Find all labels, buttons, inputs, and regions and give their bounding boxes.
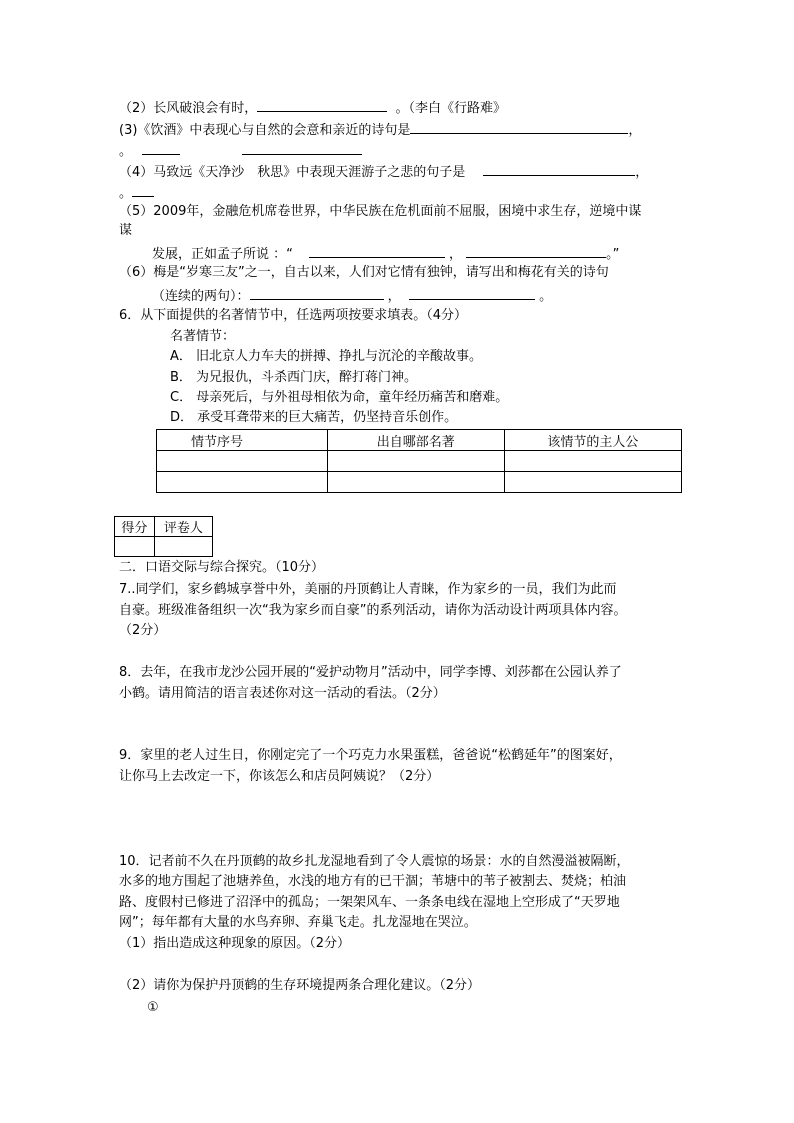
- q8-line2: 小鹤。请用简洁的语言表述你对这一活动的看法。（2分）: [119, 686, 446, 701]
- table-cell[interactable]: [157, 472, 328, 493]
- answer-blank[interactable]: [257, 97, 387, 112]
- q5-item2-text: （2）长风破浪会有时，: [119, 101, 258, 116]
- q5-item5-prompt: 发展，正如孟子所说 ：“: [152, 247, 293, 262]
- table-row: [157, 472, 682, 493]
- answer-blank[interactable]: [132, 182, 154, 197]
- q5-item6-line2: [152, 285, 552, 306]
- q5-item4-text: （4）马致远《天净沙 秋思》中表现天涯游子之悲的句子是: [119, 165, 466, 180]
- q10-sub1: （1）指出造成这种现象的原因。（2分）: [119, 936, 351, 951]
- answer-blank[interactable]: [250, 285, 384, 300]
- q5-item4: [119, 161, 648, 182]
- score-box: [114, 516, 213, 557]
- q10-line3: 路、度假村已修进了沼泽中的孤岛；一架架风车、一条条电线在湿地上空形成了“天罗地: [119, 895, 620, 910]
- period: 。: [119, 186, 133, 201]
- q6-option-c: C． 母亲死后，与外祖母相依为命，童年经历痛苦和磨难。: [170, 390, 509, 405]
- answer-blank[interactable]: [466, 243, 606, 258]
- table-header: 该情节的主人公: [504, 430, 681, 451]
- closing-quote: 。”: [606, 247, 620, 262]
- q6-table: [156, 429, 682, 493]
- section2-title: 二．口语交际与综合探究。（10分）: [119, 560, 325, 575]
- period: 。: [119, 144, 133, 159]
- q6-title: 6．从下面提供的名著情节中，任选两项按要求填表。（4分）: [119, 308, 468, 323]
- answer-blank[interactable]: [309, 243, 445, 258]
- comma: ，: [449, 247, 463, 262]
- q10-line1: 10．记者前不久在丹顶鹤的故乡扎龙湿地看到了令人震惊的场景：水的自然漫溢被隔断，: [119, 854, 630, 869]
- grader-label: 评卷人: [154, 517, 212, 537]
- table-cell[interactable]: [327, 472, 504, 493]
- q6-option-a: A． 旧北京人力车夫的拼搏、挣扎与沉沦的辛酸故事。: [170, 349, 483, 364]
- answer-blank[interactable]: [142, 140, 180, 155]
- q10-sub2: （2）请你为保护丹顶鹤的生存环境提两条合理化建议。（2分）: [119, 978, 481, 993]
- grader-cell[interactable]: [154, 537, 212, 557]
- comma: ，: [387, 289, 401, 304]
- answer-blank[interactable]: [242, 140, 362, 155]
- table-cell[interactable]: [327, 451, 504, 472]
- table-header-row: [157, 430, 682, 451]
- q5-item4-line2: [119, 182, 154, 203]
- q5-item3-line2: [119, 140, 362, 161]
- q5-item5-line2: [152, 243, 619, 264]
- answer-blank[interactable]: [409, 285, 535, 300]
- comma: ，: [628, 123, 642, 138]
- score-cell[interactable]: [115, 537, 155, 557]
- table-row: [157, 451, 682, 472]
- period: 。: [539, 289, 553, 304]
- q8-line1: 8．去年，在我市龙沙公园开展的“爱护动物月”活动中，同学李博、刘莎都在公园认养了: [119, 665, 622, 680]
- q10-line4: 网”；每年都有大量的水鸟弃卵、弃巢飞走。扎龙湿地在哭泣。: [119, 915, 477, 930]
- q7-line2: 自豪。班级准备组织一次“我为家乡而自豪”的系列活动，请你为活动设计两项具体内容。: [119, 603, 627, 618]
- q6-option-b: B． 为兄报仇，斗杀西门庆，醉打蒋门神。: [170, 370, 418, 385]
- table-header: 出自哪部名著: [327, 430, 504, 451]
- q5-item2-source: 。（李白《行路难》: [395, 101, 507, 116]
- q5-item3: [119, 119, 641, 140]
- q5-item6-prompt: （连续的两句）：: [152, 289, 250, 304]
- answer-marker: ①: [147, 1000, 159, 1015]
- q7-line3: （2分）: [119, 623, 167, 638]
- q9-line2: 让你马上去改定一下，你该怎么和店员阿姨说？（2分）: [119, 769, 440, 784]
- q5-item5-line1: （5）2009年，金融危机席卷世界，中华民族在危机面前不屈服，困境中求生存，逆境中谋: [119, 204, 642, 219]
- table-header: 情节序号: [157, 430, 328, 451]
- score-label: 得分: [115, 517, 155, 537]
- comma: ，: [635, 165, 649, 180]
- answer-blank[interactable]: [483, 161, 635, 176]
- table-cell[interactable]: [157, 451, 328, 472]
- q7-line1: 7..同学们，家乡鹤城享誉中外，美丽的丹顶鹤让人青睐，作为家乡的一员，我们为此而: [119, 582, 617, 597]
- q6-option-d: D． 承受耳聋带来的巨大痛苦，仍坚持音乐创作。: [170, 410, 458, 425]
- table-cell[interactable]: [504, 472, 681, 493]
- q9-line1: 9．家里的老人过生日，你刚定完了一个巧克力水果蛋糕，爸爸说“松鹤延年”的图案好，: [119, 748, 622, 763]
- table-cell[interactable]: [504, 451, 681, 472]
- q5-item6-line1: （6）梅是“岁寒三友”之一，自古以来，人们对它情有独钟，请写出和梅花有关的诗句: [119, 265, 609, 280]
- q10-line2: 水多的地方围起了池塘养鱼，水浅的地方有的已干涸；苇塘中的苇子被割去、焚烧；柏油: [119, 874, 627, 889]
- q5-item5-wrap: 谋: [119, 223, 133, 238]
- q6-intro: 名著情节：: [170, 329, 236, 344]
- answer-blank[interactable]: [410, 119, 628, 134]
- q5-item2: [119, 97, 506, 118]
- q5-item3-text: (3)《饮酒》中表现心与自然的会意和亲近的诗句是: [119, 123, 411, 138]
